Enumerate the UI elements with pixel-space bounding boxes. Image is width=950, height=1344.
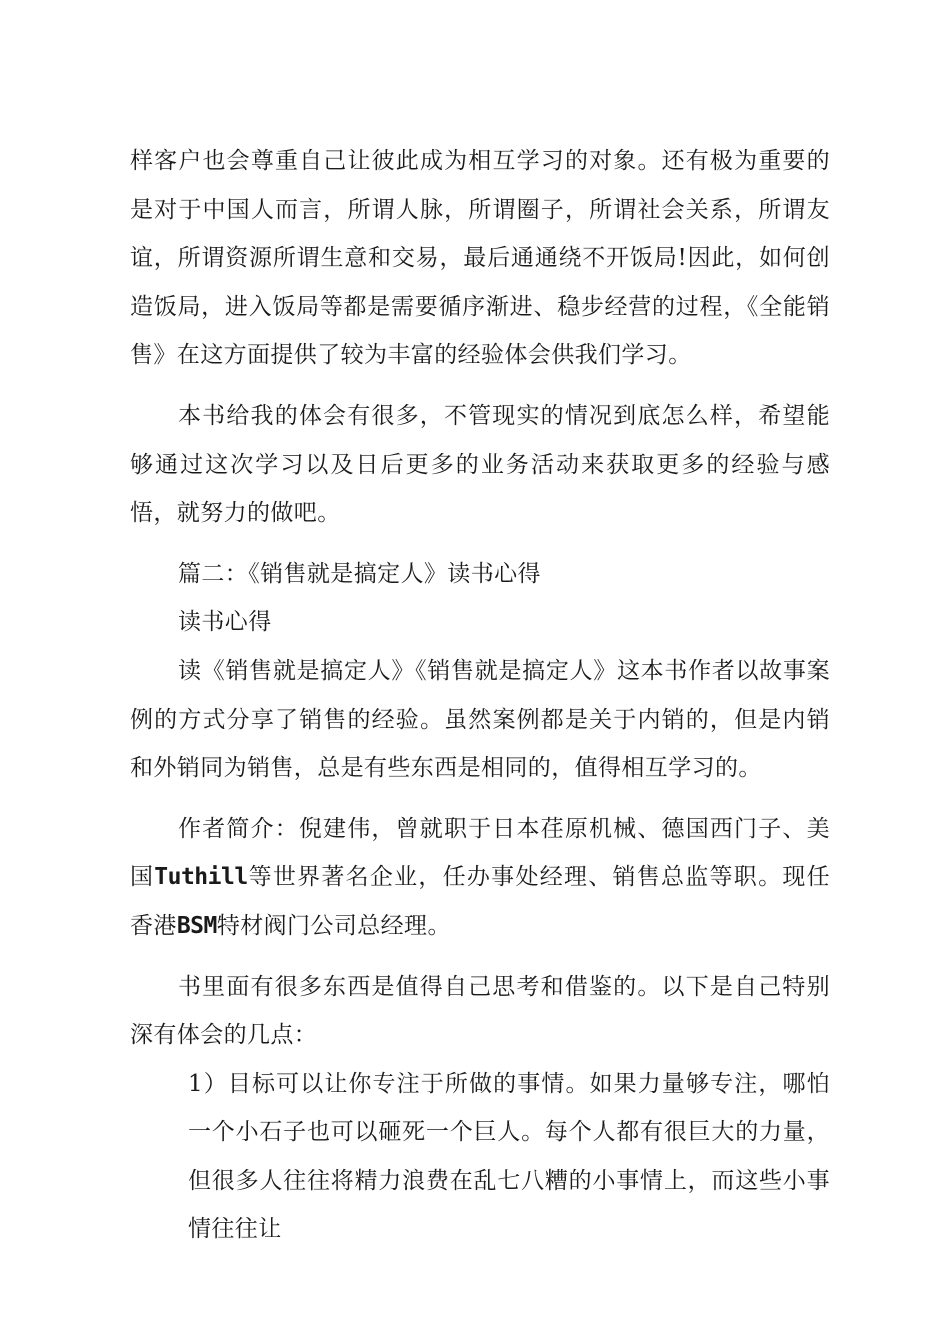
author-bio-text-1: 作者简介：倪建伟，曾就职于日本荏原机械、德国西门子、美国 (130, 815, 830, 891)
list-item-1: 1）目标可以让你专注于所做的事情。如果力量够专注，哪怕一个小石子也可以砸死一个巨人。每个人都有很巨大的力量，但很多人往往将精力浪费在乱七八糟的小事情上，而这些小事情往往让 (188, 1070, 830, 1243)
section-heading: 篇二：《销售就是搞定人》读书心得 (178, 560, 541, 587)
company-name-tuthill: Tuthill (154, 864, 248, 891)
company-name-bsm: BSM (176, 912, 217, 939)
author-bio-text-3: 特材阀门公司总经理。 (216, 912, 451, 939)
paragraph-reflection: 本书给我的体会有很多，不管现实的情况到底怎么样，希望能够通过这次学习以及日后更多的业务活动来获取更多的经验与感悟，就努力的做吧。 (130, 402, 830, 527)
document-body (130, 137, 830, 1254)
subheading: 读书心得 (178, 609, 272, 636)
paragraph-continuation: 样客户也会尊重自己让彼此成为相互学习的对象。还有极为重要的是对于中国人而言，所谓人脉，所谓圈子，所谓社会关系，所谓友谊，所谓资源所谓生意和交易，最后通通绕不开饭局!因此，如何创造饭局，进入饭局等都是需要循序渐进、稳步经营的过程，《全能销售》在这方面提供了较为丰富的经验体会供我们学习。 (130, 148, 830, 369)
author-bio-text-2: 等世界著名企业，任办事处经理、销售总监等职。现任香港 (130, 864, 830, 939)
paragraph-intro: 读《销售就是搞定人》《销售就是搞定人》这本书作者以故事案例的方式分享了销售的经验。虽然案例都是关于内销的，但是内销和外销同为销售，总是有些东西是相同的，值得相互学习的。 (130, 657, 830, 782)
paragraph-takeaways-intro: 书里面有很多东西是值得自己思考和借鉴的。以下是自己特别深有体会的几点： (130, 973, 830, 1049)
paragraph-author-bio (130, 805, 830, 951)
